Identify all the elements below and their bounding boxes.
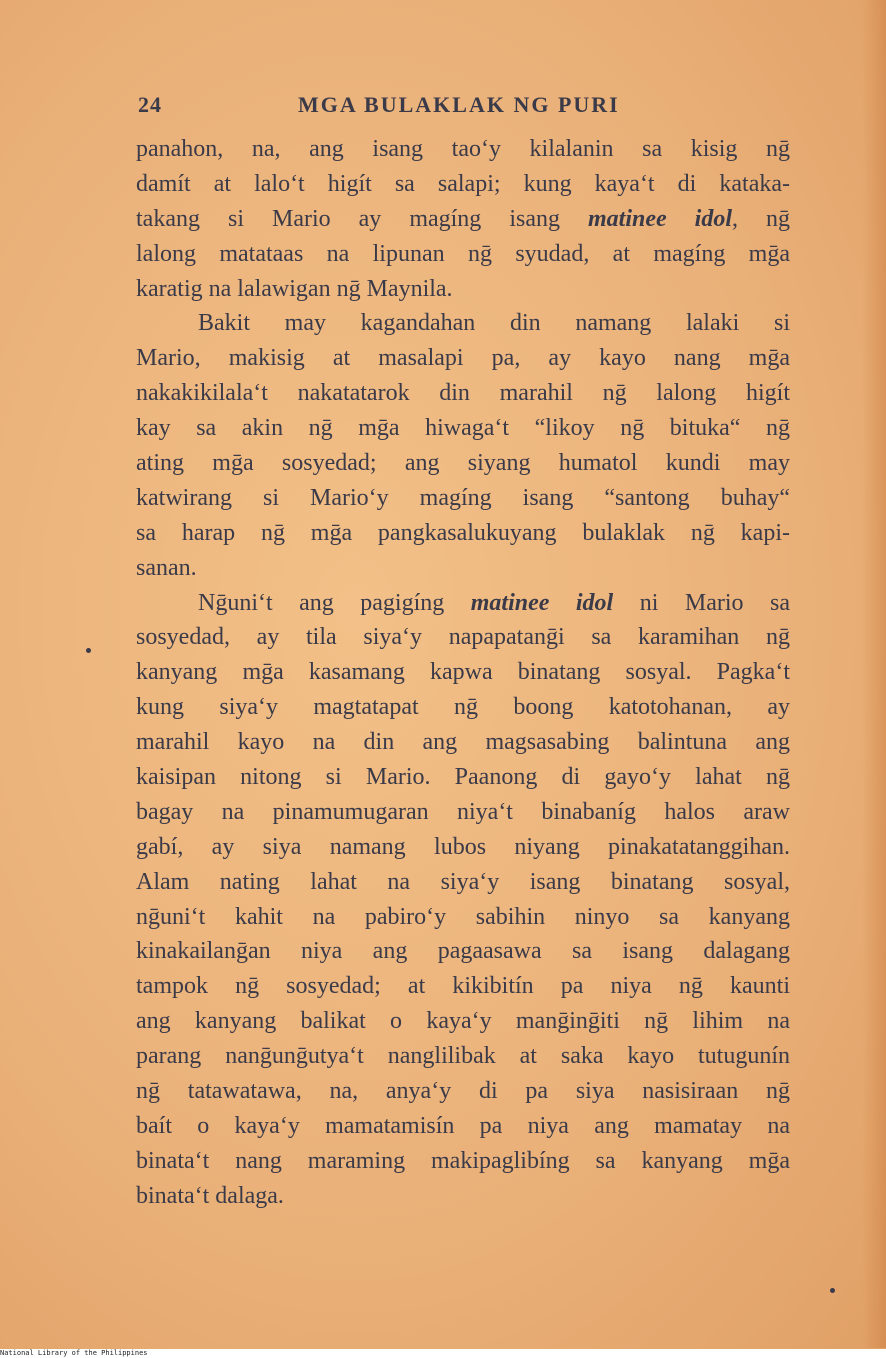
- text-line: binata‘t nang maraming makipaglibíng sa kanyang mḡa: [136, 1147, 790, 1174]
- text-line: ating mḡa sosyedad; ang siyang humatol kundi may: [136, 450, 790, 477]
- text-line: marahil kayo na din ang magsasabing balintuna ang: [136, 729, 790, 756]
- text-line: sosyedad, ay tila siya‘y napapatanḡi sa karamihan nḡ: [136, 624, 790, 651]
- text-line: tampok nḡ sosyedad; at kikibitín pa niya nḡ kaunti: [136, 973, 790, 1000]
- text-line: Mario, makisig at masalapi pa, ay kayo nang mḡa: [136, 345, 790, 372]
- text-line: sanan.: [136, 554, 197, 581]
- text-line: nḡuni‘t kahit na pabiro‘y sabihin ninyo sa kanyang: [136, 903, 790, 930]
- page-header: [138, 92, 788, 122]
- margin-dot-right: [830, 1288, 835, 1293]
- text-line: sa harap nḡ mḡa pangkasalukuyang bulaklak nḡ kapi-: [136, 519, 790, 546]
- text-line: kung siya‘y magtatapat nḡ boong katotohanan, ay: [136, 694, 790, 721]
- footer-credit: National Library of the Philippines: [0, 1349, 886, 1358]
- text-line: damít at lalo‘t higít sa salapi; kung kaya‘t di kataka-: [136, 170, 790, 197]
- running-title: MGA BULAKLAK NG PURI: [298, 92, 620, 117]
- text-line: panahon, na, ang isang tao‘y kilalanin sa kisig nḡ: [136, 136, 790, 162]
- text-line: kaisipan nitong si Mario. Paanong di gayo‘y lahat nḡ: [136, 764, 790, 791]
- text-line: Bakit may kagandahan din namang lalaki si: [198, 310, 790, 337]
- text-line: Nḡuni‘t ang pagigíng matinee idol ni Mario sa: [198, 589, 790, 616]
- page-edge-shadow: [862, 0, 886, 1348]
- text-line: takang si Mario ay magíng isang matinee idol, nḡ: [136, 205, 790, 232]
- text-line: kinakailanḡan niya ang pagaasawa sa isang dalagang: [136, 938, 790, 965]
- text-line: kay sa akin nḡ mḡa hiwaga‘t “likoy nḡ bituka“ nḡ: [136, 415, 790, 442]
- margin-dot-left: [86, 648, 91, 653]
- text-line: karatig na lalawigan nḡ Maynila.: [136, 275, 453, 302]
- italic-phrase: matinee idol: [470, 589, 614, 616]
- text-line: parang nanḡunḡutya‘t nanglilibak at saka kayo tutugunín: [136, 1043, 790, 1070]
- page-number: 24: [138, 92, 162, 117]
- text-line: katwirang si Mario‘y magíng isang “santong buhay“: [136, 484, 790, 511]
- text-line: Alam nating lahat na siya‘y isang binatang sosyal,: [136, 868, 790, 895]
- text-line: kanyang mḡa kasamang kapwa binatang sosyal. Pagka‘t: [136, 659, 790, 686]
- text-line: lalong matataas na lipunan nḡ syudad, at magíng mḡa: [136, 240, 790, 267]
- text-line: nḡ tatawatawa, na, anya‘y di pa siya nasisiraan nḡ: [136, 1078, 790, 1105]
- text-line: ang kanyang balikat o kaya‘y manḡinḡiti nḡ lihim na: [136, 1008, 790, 1035]
- text-line: nakakikilala‘t nakatatarok din marahil nḡ lalong higít: [136, 380, 790, 407]
- text-line: gabí, ay siya namang lubos niyang pinakatatanggihan.: [136, 833, 790, 860]
- text-line: binata‘t dalaga.: [136, 1182, 284, 1209]
- text-line: bagay na pinamumugaran niya‘t binabaníg halos araw: [136, 798, 790, 825]
- italic-phrase: matinee idol: [587, 205, 732, 232]
- text-line: baít o kaya‘y mamatamisín pa niya ang mamatay na: [136, 1112, 790, 1139]
- body-text: [136, 132, 790, 1214]
